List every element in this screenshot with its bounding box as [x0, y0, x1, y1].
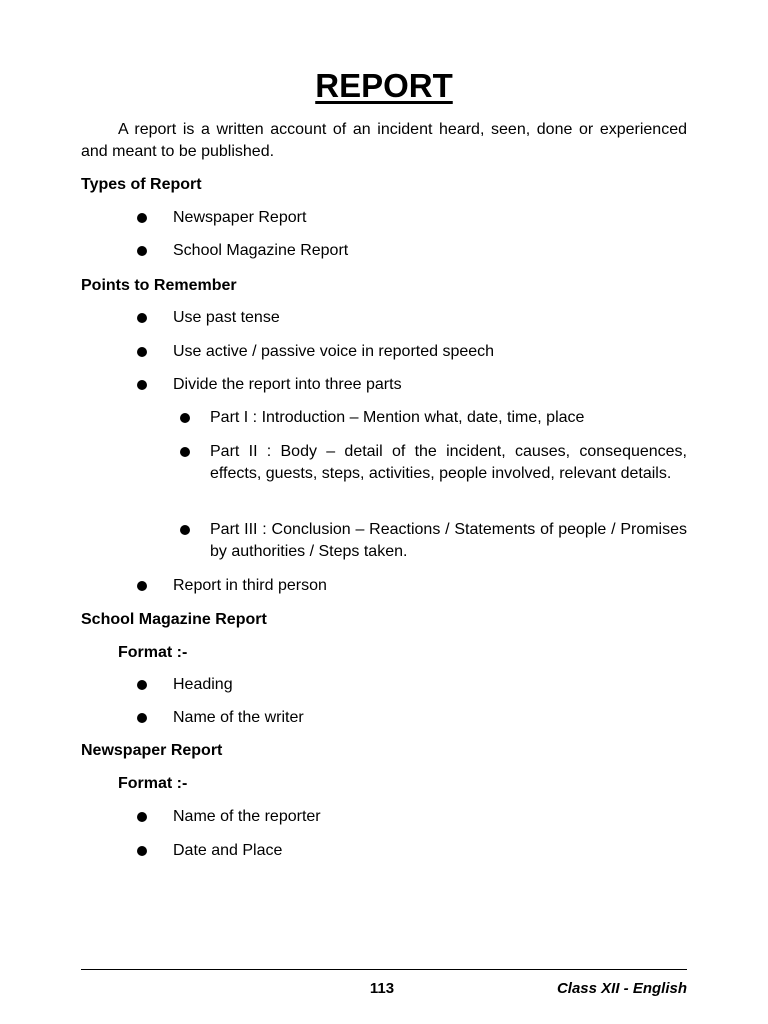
list-item-text: Heading	[173, 676, 233, 693]
footer-divider	[81, 969, 687, 970]
bullet-icon	[137, 581, 147, 591]
bullet-icon	[137, 246, 147, 256]
page-title	[0, 64, 768, 108]
bullet-icon	[180, 413, 190, 423]
intro-paragraph: A report is a written account of an incident heard, seen, done or experienced and meant to be published.	[81, 121, 687, 160]
list-item-text: Use past tense	[173, 309, 280, 326]
bullet-icon	[137, 846, 147, 856]
bullet-icon	[180, 447, 190, 457]
page-number: 113	[369, 980, 395, 997]
types-heading: Types of Report	[81, 176, 202, 193]
bullet-icon	[137, 313, 147, 323]
footer-label: Class XII - English	[556, 980, 687, 997]
sub-list-item-text: Part III : Conclusion – Reactions / Statements of people / Promises by authorities / Steps taken.	[210, 521, 687, 560]
list-item-text: School Magazine Report	[173, 242, 349, 259]
list-item-text: Name of the reporter	[173, 808, 321, 825]
list-item-text: Divide the report into three parts	[173, 376, 402, 393]
bullet-icon	[137, 713, 147, 723]
bullet-icon	[137, 380, 147, 390]
page-title-text: REPORT	[315, 67, 453, 104]
bullet-icon	[137, 812, 147, 822]
school-magazine-format-label: Format :-	[118, 644, 188, 661]
newspaper-heading: Newspaper Report	[81, 742, 223, 759]
list-item-text: Name of the writer	[173, 709, 304, 726]
bullet-icon	[137, 680, 147, 690]
list-item-text: Report in third person	[173, 577, 327, 594]
bullet-icon	[137, 347, 147, 357]
bullet-icon	[137, 213, 147, 223]
points-heading: Points to Remember	[81, 277, 237, 294]
bullet-icon	[180, 525, 190, 535]
sub-list-item-text: Part II : Body – detail of the incident, causes, consequences, effects, guests, steps, activities, people involved, relevant details.	[210, 443, 687, 482]
list-item-text: Date and Place	[173, 842, 283, 859]
list-item-text: Newspaper Report	[173, 209, 307, 226]
list-item-text: Use active / passive voice in reported speech	[173, 343, 495, 360]
school-magazine-heading: School Magazine Report	[81, 611, 267, 628]
newspaper-format-label: Format :-	[118, 775, 188, 792]
sub-list-item-text: Part I : Introduction – Mention what, date, time, place	[210, 409, 585, 426]
